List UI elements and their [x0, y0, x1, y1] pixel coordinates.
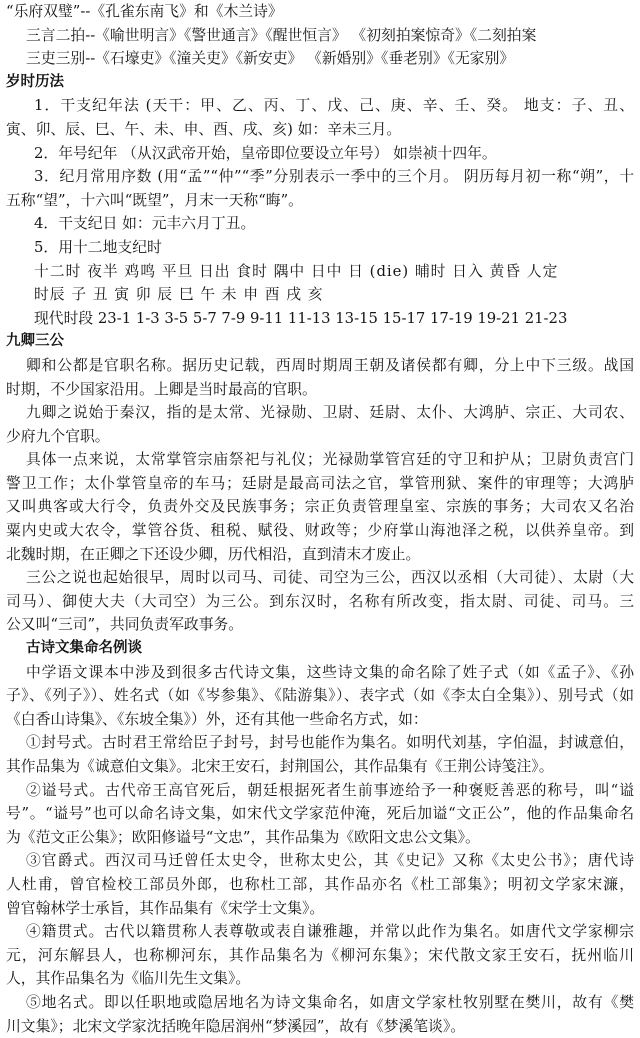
paragraph-line: 九卿之说始于秦汉，指的是太常、光禄勋、卫尉、廷尉、太仆、大鸿胪、宗正、大司农、	[26, 404, 634, 422]
poetry-heading: 古诗文集命名例谈	[26, 640, 142, 657]
shichen-names-row: 十二时 夜半 鸡鸣 平旦 日出 食时 隅中 日中 日 (die) 晡时 日入 黄昏 人定	[34, 262, 559, 280]
paragraph-line: ⑤地名式。即以任职地或隐居地名为诗文集命名，如唐文学家杜牧别墅在樊川，故有《樊	[26, 993, 634, 1011]
paragraph-line: 《白香山诗集》、《东坡全集》）外，还有其他一些命名方式，如：	[6, 710, 428, 728]
calendar-item-1	[6, 94, 634, 141]
paragraph-line: 人，其作品集名为《临川先生文集》。	[6, 970, 251, 988]
paragraph-line: 子》、《列子》）、姓名式（如《岑参集》、《陆游集》）、表字式（如《李太白全集》）、别号式（如	[6, 687, 634, 705]
guanjue-paragraph	[6, 849, 634, 920]
paragraph-line: 1．干支纪年法 (天干：甲、乙、丙、丁、戊、己、庚、辛、壬、癸。 地支：子、丑、	[34, 97, 634, 115]
paragraph-line: 元，河东解县人，也称柳河东，其作品集名为《柳河东集》；宋代散文家王安石，抚州临川	[6, 946, 634, 964]
paragraph-line: 人杜甫，曾官检校工部员外郎，也称杜工部，其作品亦名《杜工部集》；明初文学家宋濂，	[6, 875, 634, 893]
paragraph-line: 3．纪月常用序数 (用“孟”“仲”“季”分别表示一季中的三个月。 阴历每月初一称“朔”，十	[34, 168, 634, 186]
paragraph-line: 粟内史或大农令，掌管谷货、租税、赋役、财政等；少府掌山海池泽之税，以供养皇帝。到	[6, 522, 634, 540]
paragraph-line: ③官爵式。西汉司马迁曾任太史令，世称太史公，其《史记》又称《太史公书》；唐代诗	[26, 852, 634, 870]
paragraph-line: 司马）、御使大夫（大司空）为三公。到东汉时，名称有所改变，指太尉、司徒、司马。三	[6, 592, 634, 610]
paragraph-line: 北魏时期，在正卿之下还设少卿，历代相沿，直到清末才废止。	[6, 545, 421, 563]
paragraph-line: 寅、卯、辰、巳、午、未、申、酉、戌、亥) 如：辛未三月。	[6, 120, 402, 138]
fenghao-paragraph	[6, 731, 634, 778]
calendar-item-3	[6, 165, 634, 212]
paragraph-line: 曾官翰林学士承旨，其作品集有《宋学士文集》。	[6, 899, 325, 917]
calendar-section	[6, 71, 634, 331]
paragraph-line: 其作品集为《诚意伯文集》。北宋王安石，封荆国公，其作品集有《王荆公诗笺注》。	[6, 758, 554, 775]
paragraph-line: 警卫工作；太仆掌管皇帝的车马；廷尉是最高司法之官，掌管刑狱、案件的审理等；大鸿胪	[6, 474, 634, 492]
jiuqing-paragraph-3	[6, 448, 634, 566]
jiuqing-paragraph-1	[6, 354, 634, 401]
paragraph-line: 为《范文正公集》；欧阳修谥号“文忠”，其作品集为《欧阳文忠公文集》。	[6, 828, 480, 846]
jiuqing-heading: 九卿三公	[6, 333, 64, 350]
opening-section	[6, 0, 634, 71]
jiguan-paragraph	[6, 920, 634, 991]
sanli-sanbie-line: 三吏三别--《石壕吏》《潼关吏》《新安吏》 《新婚别》《垂老别》《无家别》	[26, 50, 515, 68]
paragraph-line: 号”。“谥号”也可以命名诗文集，如宋代文学家范仲淹，死后加谥“文正公”，他的作品集命名	[6, 805, 634, 823]
paragraph-line: ④籍贯式。古代以籍贯称人表尊敬或表自谦雅趣，并常以此作为集名。如唐代文学家柳宗	[26, 923, 634, 941]
shihao-paragraph	[6, 779, 634, 850]
paragraph-line: 五称“望”，十六叫“既望”，月末一天称“晦”。	[6, 191, 303, 209]
poetry-intro	[6, 661, 634, 732]
modern-hours-row: 现代时段 23-1 1-3 3-5 5-7 7-9 9-11 11-13 13-15 15-17 17-19 19-21 21-23	[34, 309, 568, 327]
paragraph-line: ①封号式。古时君王常给臣子封号，封号也能作为集名。如明代刘基，字伯温，封诚意伯，	[26, 734, 634, 752]
calendar-item-5: 5．用十二地支纪时	[34, 238, 162, 256]
paragraph-line: 川文集》；北宋文学家沈括晚年隐居润州“梦溪园”，故有《梦溪笔谈》。	[6, 1017, 466, 1035]
calendar-item-2: 2．年号纪年 （从汉武帝开始，皇帝即位要设立年号） 如崇祯十四年。	[34, 144, 497, 162]
sanyan-erpai-line: 三言二拍--《喻世明言》《警世通言》《醒世恒言》 《初刻拍案惊奇》《二刻拍案	[26, 26, 537, 44]
jiuqing-section	[6, 330, 634, 637]
jiuqing-paragraph-4	[6, 566, 634, 637]
calendar-heading: 岁时历法	[6, 73, 64, 90]
paragraph-line: 又叫典客或大行令，负责外交及民族事务；宗正负责管理皇室、宗族的事务；大司农又名治	[6, 498, 634, 516]
paragraph-line: 公又叫“三司”，共同负责军政事务。	[6, 616, 244, 634]
diming-paragraph	[6, 991, 634, 1038]
paragraph-line: ②谥号式。古代帝王高官死后，朝廷根据死者生前事迹给予一种褒贬善恶的称号，叫“谥	[26, 781, 634, 799]
paragraph-line: 三公之说也起始很早，周时以司马、司徒、司空为三公，西汉以丞相（大司徒）、太尉（大	[26, 569, 634, 587]
calendar-item-4: 4．干支纪日 如：元丰六月丁丑。	[34, 215, 256, 233]
paragraph-line: 中学语文课本中涉及到很多古代诗文集，这些诗文集的命名除了姓子式（如《孟子》、《孙	[26, 663, 634, 681]
paragraph-line: 时期，不少国家沿用。上卿是当时最高的官职。	[6, 380, 317, 398]
poetry-collections-section	[6, 637, 634, 1038]
paragraph-line: 少府九个官职。	[6, 427, 110, 445]
paragraph-line: 卿和公都是官职名称。据历史记载，西周时期周王朝及诸侯都有卿，分上中下三级。战国	[26, 356, 634, 374]
dizhi-row: 时辰 子 丑 寅 卯 辰 巳 午 未 申 酉 戌 亥	[34, 286, 324, 304]
paragraph-line: 具体一点来说，太常掌管宗庙祭祀与礼仪；光禄勋掌管宫廷的守卫和护从；卫尉负责宫门	[26, 451, 634, 469]
jiuqing-paragraph-2	[6, 401, 634, 448]
yuefu-line: “乐府双璧”--《孔雀东南飞》和《木兰诗》	[6, 3, 283, 20]
